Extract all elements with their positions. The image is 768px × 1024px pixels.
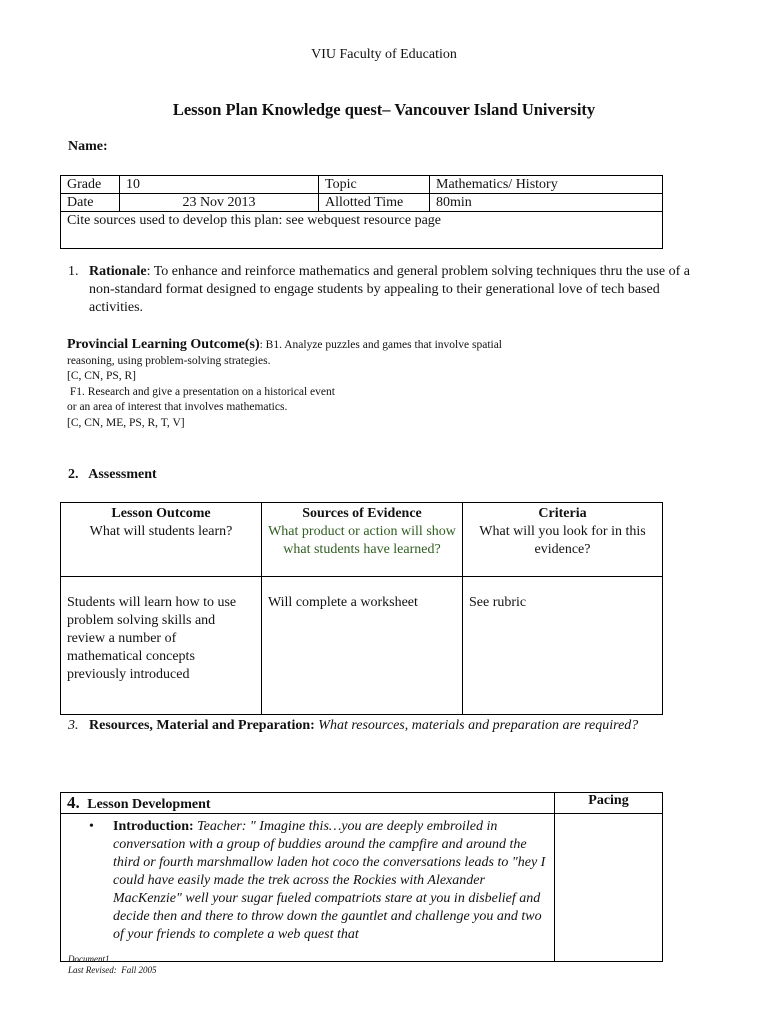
intro-text: Teacher: " Imagine this…you are deeply embroiled in conversation with a group of buddies around the campfire and around the third or fourth marshmallow laden hot coco the conversations leads to "hey I could have easily made the trek across the Rockies with Alexander MacKenzie" well your sugar fueled compatriots stare at you in disbelief and decide then and there to throw down the gauntlet and challenge you and two of your friends to complete a web quest that [113, 819, 546, 942]
date-label: Date [61, 194, 120, 212]
allotted-time-label: Allotted Time [319, 194, 430, 212]
plo-line4: F1. Research and give a presentation on a historical event [67, 385, 335, 398]
evidence-subtitle: What product or action will show what students have learned? [268, 524, 456, 557]
footer-revised: Last Revised: Fall 2005 [68, 965, 157, 975]
sources-cell: Cite sources used to develop this plan: see webquest resource page [61, 212, 663, 249]
plo-label: Provincial Learning Outcome(s) [67, 337, 260, 352]
assessment-table [60, 502, 663, 715]
criteria-title: Criteria [538, 506, 587, 521]
criteria-header [463, 503, 663, 577]
footer-doc: Document1 [68, 954, 110, 964]
evidence-title: Sources of Evidence [302, 506, 422, 521]
faculty-heading: VIU Faculty of Education [311, 47, 457, 62]
pacing-header: Pacing [555, 793, 663, 814]
date-value: 23 Nov 2013 [120, 194, 319, 212]
outcome-cell: Students will learn how to use problem solving skills and review a number of mathematical concepts previously introduced [61, 577, 262, 715]
grade-label: Grade [61, 176, 120, 194]
resources-question: What resources, materials and preparation are required? [318, 718, 639, 733]
provincial-outcomes [67, 337, 587, 431]
rationale-label: Rationale [89, 264, 147, 279]
plo-line3: [C, CN, PS, R] [67, 370, 137, 382]
plo-line2: reasoning, using problem-solving strategies. [67, 354, 271, 367]
outcome-title: Lesson Outcome [111, 506, 211, 521]
plo-line6: [C, CN, ME, PS, R, T, V] [67, 416, 185, 429]
assessment-heading: 2. Assessment [68, 467, 157, 482]
evidence-cell: Will complete a worksheet [262, 577, 463, 715]
introduction-cell [61, 814, 555, 962]
rationale-number: 1. [68, 264, 79, 279]
bullet-icon: • [89, 819, 94, 834]
allotted-time-value: 80min [430, 194, 663, 212]
outcome-header [61, 503, 262, 577]
topic-label: Topic [319, 176, 430, 194]
page-title: Lesson Plan Knowledge quest– Vancouver Island University [172, 100, 596, 119]
lesson-info-table [60, 175, 663, 249]
resources-number: 3. [68, 718, 79, 733]
rationale-text: : To enhance and reinforce mathematics and general problem solving techniques thru the use of a non-standard format designed to engage students by appealing to their generational love of tech based activities. [89, 264, 690, 315]
plo-line1: : B1. Analyze puzzles and games that involve spatial [259, 339, 503, 351]
footer [68, 954, 157, 976]
resources-section [68, 718, 638, 734]
pacing-cell [555, 814, 663, 962]
rationale-section [68, 263, 693, 317]
topic-value: Mathematics/ History [430, 176, 663, 194]
intro-label: Introduction: [113, 819, 194, 834]
outcome-subtitle: What will students learn? [89, 524, 233, 539]
evidence-header [262, 503, 463, 577]
resources-label: Resources, Material and Preparation: [89, 718, 315, 733]
development-number: 4. [67, 793, 80, 812]
development-label: Lesson Development [87, 797, 211, 812]
grade-value: 10 [120, 176, 319, 194]
criteria-cell: See rubric [463, 577, 663, 715]
criteria-subtitle: What will you look for in this evidence? [479, 524, 646, 557]
development-header [61, 793, 555, 814]
lesson-development-table [60, 792, 663, 962]
name-label: Name: [68, 139, 108, 154]
plo-line5: or an area of interest that involves mathematics. [67, 401, 288, 413]
